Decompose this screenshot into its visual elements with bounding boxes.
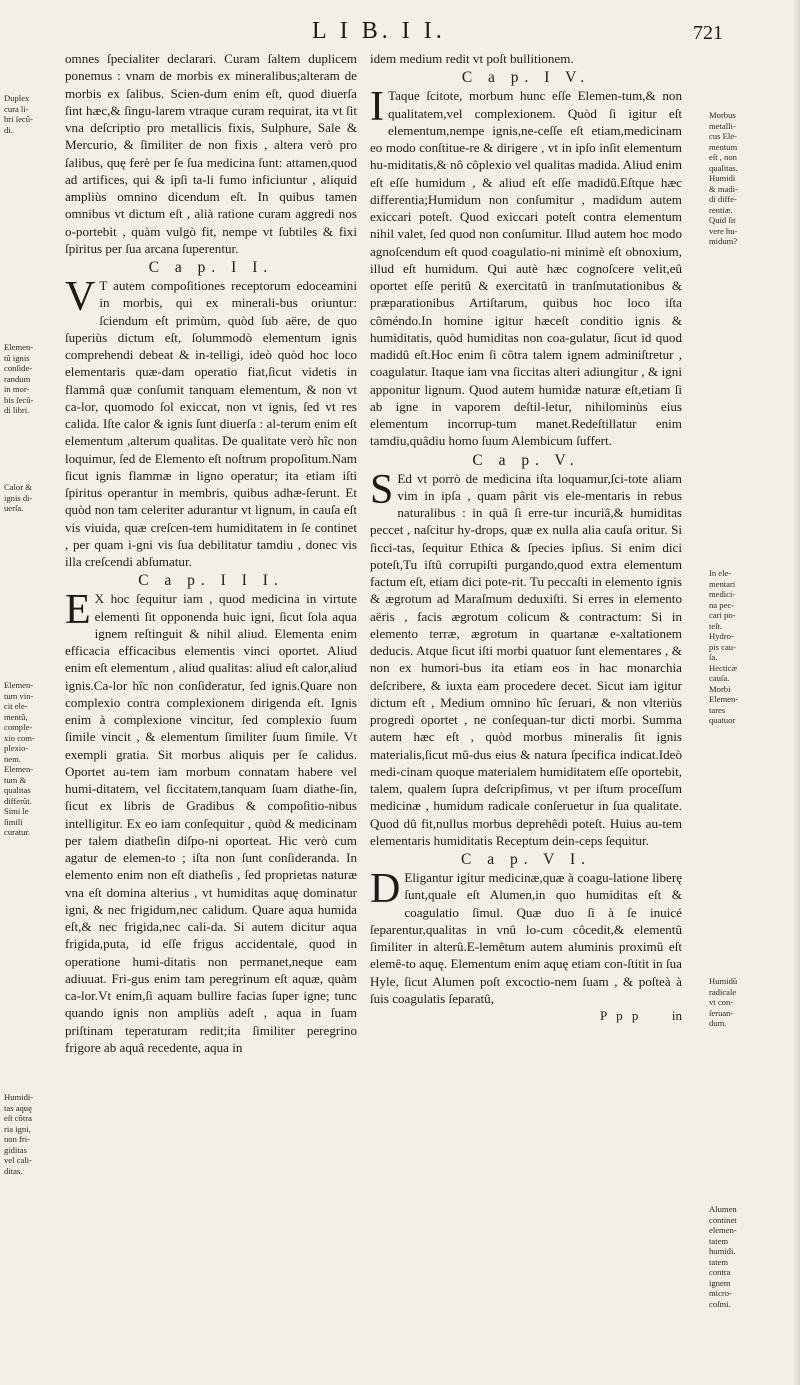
margin-note-duplex	[4, 93, 64, 135]
chapter-6-body: Eligantur igitur medicinæ,quæ à coagu-latione liberę ſunt,quale eſt Alumen,in quo humiditas eſt & coagulatio ſimul. Quæ duo ſi à ſe inuicé ſeparentur,qualitas in vnû lo-cum côcedit,& elementû ſimiliter in alterû.E-lemêtum autem aluminis proximû eſt elemê-to aquę. Elementum enim aquę etiam con-ſtitit in ſua Hyle, ſicut Alumen poſt excoctio-nem ſuam , & poſteà à ſuis coagulatis ſeparatû,	[370, 870, 682, 1006]
margin-line: mentum	[709, 141, 738, 152]
margin-line: dum.	[709, 1018, 727, 1028]
margin-line: qualitas.	[709, 162, 738, 173]
margin-line: xio com-	[4, 732, 35, 743]
margin-line: tares	[709, 704, 726, 715]
page-footer	[370, 1007, 682, 1025]
margin-line: vere hu-	[709, 225, 738, 236]
chapter-4-body: Taque ſcitote, morbum hunc eſſe Elemen-tum,& non qualitatem,vel complexionem. Quòd ſi igitur eſt elementum,nempe ignis,ne-ceſſe eſt etiam,medicinam eo modo conſtitue-re & dirigere , vt in ipſo inſit elementum hu-miditatis,& nô côplexio vel qualitas madida. Aliud enim eſt eſſe humidum , & aliud eſt eſſe madidû.Eſtque hæc differentia;Humidum non conſumitur , madidum autem exiccari poteſt. Quod exiccari poteſt contra elementum nihil valet, ſed quod non conſumitur. Illud autem hoc modo agnoſcendum eſt quod coagulatio-ni minimè eſt obnoxium, illud eſt humidum. Qui autè hæc cognoſcere velit,eû oportet eſſe peritû & exercitatû in tranſmutationibus & præparationibus Artiſtarum, quibus hoc loco iſta côméndo.In homine igitur hæceſt conditio ignis & humiditatis, quòd humiditas non coa-gulatur, ſicut id quod madidû eſt.Hoc enim ſi côtra talem ignem adminiſtretur , coagulatur. Itaque iam vna ſiccitas alteri adiungitur , & igni apponitur lignum. Quod autem humidæ naturæ eſt,etiam ſi ab igne in vaporem deſtil-letur, nihilominùs eius elementum incorrup-tum manet.Redeſtillatur enim tamdiu,quâdiu homo ſuum Alembicum ſuffert.	[370, 88, 682, 449]
margin-line: di diffe-	[709, 194, 737, 204]
margin-note-elementum-vincit	[4, 680, 64, 838]
margin-line: Humidi-	[4, 1092, 34, 1102]
drop-cap: V	[65, 274, 96, 320]
margin-line: tû ignis	[4, 352, 30, 363]
margin-line: qualitas	[4, 785, 31, 795]
margin-note-humiditas	[4, 1092, 64, 1176]
page-number: 721	[693, 22, 723, 44]
chapter-3-text	[65, 587, 357, 1056]
margin-line: differût.	[4, 795, 32, 806]
margin-line: mentari	[709, 578, 736, 589]
margin-line: tas aquę	[4, 1102, 32, 1113]
margin-line: ſeruan-	[709, 1007, 734, 1018]
margin-line: nem.	[4, 753, 21, 764]
margin-line: plexio-	[4, 743, 29, 753]
margin-line: Elemen-	[709, 694, 739, 704]
margin-line: cus Ele-	[709, 131, 737, 141]
margin-line: Morbus	[709, 110, 736, 120]
margin-line: uerſa.	[4, 503, 24, 513]
margin-line: Humidũ	[709, 976, 738, 986]
margin-line: pis cau-	[709, 641, 736, 652]
margin-line: humidi.	[709, 1246, 736, 1256]
margin-note-elementari-medicina	[709, 568, 789, 726]
margin-line: non fri-	[4, 1134, 31, 1144]
margin-line: tatem	[709, 1256, 729, 1267]
margin-line: Elemen-	[4, 764, 34, 774]
chapter-heading-2: C a p. I I.	[148, 259, 274, 276]
margin-line: na pec-	[709, 599, 735, 610]
margin-line: medici-	[709, 589, 736, 599]
margin-line: cauſa.	[709, 673, 730, 683]
margin-line: Duplex	[4, 93, 30, 103]
margin-line: cit ele-	[4, 701, 28, 711]
chapter-heading-5: C a p. V.	[472, 451, 580, 469]
margin-line: ſimili	[4, 816, 23, 827]
margin-line: tum vin-	[4, 690, 34, 701]
margin-note-morbus-metallicus	[709, 110, 789, 247]
margin-line: quatuor	[709, 715, 736, 725]
margin-line: cura li-	[4, 103, 29, 114]
margin-line: conſide-	[4, 363, 33, 373]
margin-line: Hydro-	[709, 631, 734, 641]
margin-line: metalli-	[709, 120, 736, 131]
margin-line: di.	[4, 124, 13, 135]
margin-line: Simi le	[4, 806, 29, 816]
chapter-2-body: T autem compoſitiones receptorum edoceamini in morbis, qui ex minerali-bus oriuntur: ſciendum eſt primùm, quòd ſub aëre, de quo ſuperiùs dictum eſt, ſolummodò elementum ignis comprehendi debeat & in-telligi, ideò quòd hoc loco elementaris quæ-dam operatio fiat,ſicut videtis in flammâ quæ conſumit tanquam elementum, & non vt ca-lor, quomodo ſol exiccat, non vt ignis, ſed vt res calida. Iſte calor & ignis ſunt diuerſa : al-terum enim eſt elementum ,alterum qualitas. De qualitate verò hîc non loquimur, ſed de Elemento eſt noſtrum propoſitum.Nam ſicut ignis flammæ in ligno operatur; ita etiam iſti ſpiritus operantur in membris, quibus adhæ-ſerunt. Et quòd non tam celeriter adurantur vt lignum, in cauſa eſt vis viuida, quæ creſcen-tem humiditatem in ſe continet , per quam i-gni vis ſua debilitatur tamdiu , donec vis illa creſcendi abſumatur.	[65, 278, 357, 569]
chapter-3-body: X hoc ſequitur iam , quod medicina in virtute elementi ſit opponenda huic igni, ſicut ſola aqua ignem reſtinguit & nihil aliud. Elementa enim efficacia efficacibus elementis vinci oportet. Aliud enim eſt elementum , aliud qualitas: aliud eſt calor,aliud ignis.Ca-lor hîc non conſideratur, ſed ignis.Quare non complexio contra complexionem dirigenda eſt. Ignis enim à complexione vincitur, ſed complexio ſuum ſimile vincit , & elementum ſimiliter ſuum ſimile. Vt exempli gratia. Sit morbus aliquis per ſe calidus. Oportet au-tem iam morbum connatam habere vel humi-ditatem, vel ſiccitatem,tanquam ſuam diathe-ſin, ſicut ex libris de Gradibus & compoſitio-nibus intelligitur. Ex eo iam conſequitur , quòd & medicinam per talem diatheſin diſpo-ni oporteat. Hic verò cum agatur de elemen-to ; iſta non ſunt conſideranda. In elemento enim non eſt diatheſis , ſed proprietas naturæ vna eſt domina alterius , vt humiditas aquę dominatur igni, & nec frigidum,nec calidum. Quare aqua humida eſt,& nec frigida,nec cali-da. Si autem dicitur aqua frigida,puta, id eſſe frigus accidentale, quod in operatione humi-ditatis non permanet,neque eam adiuuat. Fri-gus enim tam peregrinum eſt aquæ, quàm ca-lor.Vt enim,ſi aquam bullire facias ſuper igne; tunc quando ignis non ampliùs adeſt , aqua in ſuam priſtinam teperaturam redit;ita ſimiliter peregrino frigore ab aquâ recedente, aqua in	[65, 591, 357, 1055]
catchword: in	[671, 1008, 682, 1023]
chapter-heading-6: C a p. V I.	[460, 851, 591, 868]
drop-cap: E	[65, 587, 91, 634]
margin-line: ignem	[709, 1277, 731, 1288]
margin-line: ſa.	[709, 652, 718, 662]
margin-line: & madi-	[709, 183, 738, 194]
margin-line: in mor-	[4, 384, 30, 394]
margin-line: radicale	[709, 986, 737, 997]
chapter-5-body: Ed vt porrò de medicina iſta loquamur,ſci-tote aliam vim in ipſa , quam pârit vis ele-mentaris in rebus naturalibus : in quâ ſi erre-tur incuriâ,& humiditas peccet , naſcitur hy-drops, quæ ex nulla alia cauſa oritur. Si ſicci-tas, ſequitur Ethica & ſpecies ipſius. Si enim dici poteſt,Tu iſtû corrupiſti purgando,quod extra elementum factum eſt, etiam dici pote-rit. Tu peccaſti in elemento ignis & ægrotum ad Maraſmum deduxiſti. Si erres in elemento aëris , facis ægrotum colicum & contractum: Si in elemento terræ, ægrotum in quartanæ e-xaltationem deducis. Atque ſicut iſti morbi quatuor ſunt elementares , & non ex humori-bus ita etiam eos in hac monarchia deſcribere, & iuxta eam procedere decet. Sicut iam igitur dictum eſt , Medium omnino hîc ſeruari, & non vlteriùs progredi oportet , ne conſequan-tur dicti morbi. Summa autem hæc eſt , quòd morbus mineralis ſit ignis materialis,ſicut mû-dus eius & natura ſpecifica indicat.Ideò medi-cinam quoque materialem humiditatem eſſe oportebit, talem, qualem ſupra deſcripſimus, vt per iſtum proceſſum medicinæ , humidum radicale conſeruetur in ſua qualitate. Quod dû fit,nullus morbus deprehêdi poteſt. Huius au-tem elementaris humiditatis Receptum dein-ceps ſequitur.	[370, 470, 682, 848]
margin-line: Elemen-	[4, 342, 34, 352]
margin-line: ditas.	[4, 1165, 23, 1176]
left-column	[65, 50, 357, 1056]
margin-line: midum?	[709, 236, 738, 246]
margin-line: eſt côtra	[4, 1113, 32, 1123]
margin-line: micro-	[709, 1288, 732, 1298]
drop-cap: I	[370, 84, 384, 131]
margin-line: contra	[709, 1267, 731, 1277]
margin-line: vt con-	[709, 997, 734, 1007]
margin-note-humidum-radicale	[709, 976, 789, 1029]
margin-line: Elemen-	[4, 680, 34, 690]
margin-line: bri ſecû-	[4, 114, 33, 124]
margin-line: randum	[4, 373, 31, 384]
chapter-6-text	[370, 866, 682, 1007]
margin-line: cari po-	[709, 610, 736, 620]
margin-line: rentiæ.	[709, 204, 733, 215]
intro-line: idem medium redit vt poſt bullitionem.	[370, 51, 574, 66]
margin-line: Hecticæ	[709, 662, 738, 673]
margin-line: tum &	[4, 774, 27, 785]
margin-line: vel cali-	[4, 1155, 32, 1165]
chapter-heading-4: C a p. I V.	[461, 69, 591, 87]
intro-paragraph: omnes ſpecialiter declarari. Curam ſaltem duplicem ponemus : vnam de morbis ex mineralibus;alteram de morbis ex ſalibus. Scien-dum enim eſt, quod diuerſa ſint hæc,& ſingu-larem vtraque curam requirat, ita vt ſit vna deſcriptio pro metallicis fixis, Sulphure, Sale & Mercurio, & ſimiliter de non fixis , altera verò pro ſalibus, quę ferè per ſe ſua medicina ſunt: attamen,quod ad artifices, qui & ipſi ta-li fumo inficiuntur , aliquid ampliùs omnino dicendum eſt. In quibus tamen omnibus vt dictum eſt , alià ratione curam aggredi nos o-portebit , quàm vulgò fit, nempe vt ſubtiles & fixi ſpiritus per ſua arcana ſuperentur.	[65, 51, 357, 256]
margin-line: ignis di-	[4, 492, 33, 503]
drop-cap: D	[370, 866, 401, 912]
running-head	[0, 18, 800, 48]
margin-line: Morbi	[709, 683, 731, 694]
margin-line: Humidi	[709, 173, 736, 183]
margin-line: In ele-	[709, 568, 732, 578]
margin-note-alumen	[709, 1204, 789, 1309]
margin-line: elemen-	[709, 1225, 737, 1235]
chapter-2-text	[65, 274, 357, 570]
margin-line: Alumen	[709, 1204, 737, 1214]
margin-line: continet	[709, 1214, 737, 1225]
margin-line: curatur.	[4, 827, 31, 837]
margin-line: tatem	[709, 1235, 729, 1246]
drop-cap: S	[370, 466, 394, 513]
margin-note-elementum-ignis	[4, 342, 64, 416]
margin-line: coſmi.	[709, 1298, 731, 1309]
right-column	[370, 50, 682, 1025]
margin-line: comple-	[4, 722, 33, 732]
margin-line: giditas	[4, 1144, 27, 1155]
margin-line: eſt , non	[709, 152, 737, 162]
page-edge-shadow	[794, 0, 800, 1385]
margin-line: mentû,	[4, 711, 28, 722]
margin-line: di libri.	[4, 405, 30, 415]
margin-note-calor	[4, 482, 64, 514]
chapter-5-text	[370, 466, 682, 850]
margin-line: Calor &	[4, 482, 32, 492]
running-head-title: L I B. I I.	[312, 18, 446, 44]
margin-line: bis ſecû-	[4, 394, 34, 405]
chapter-heading-3: C a p. I I I.	[138, 572, 284, 590]
signature-mark: P p p	[600, 1008, 642, 1023]
margin-line: teſt.	[709, 620, 723, 631]
margin-line: Quid ſit	[709, 215, 736, 225]
chapter-4-text	[370, 84, 682, 449]
margin-line: ria igni,	[4, 1123, 31, 1134]
